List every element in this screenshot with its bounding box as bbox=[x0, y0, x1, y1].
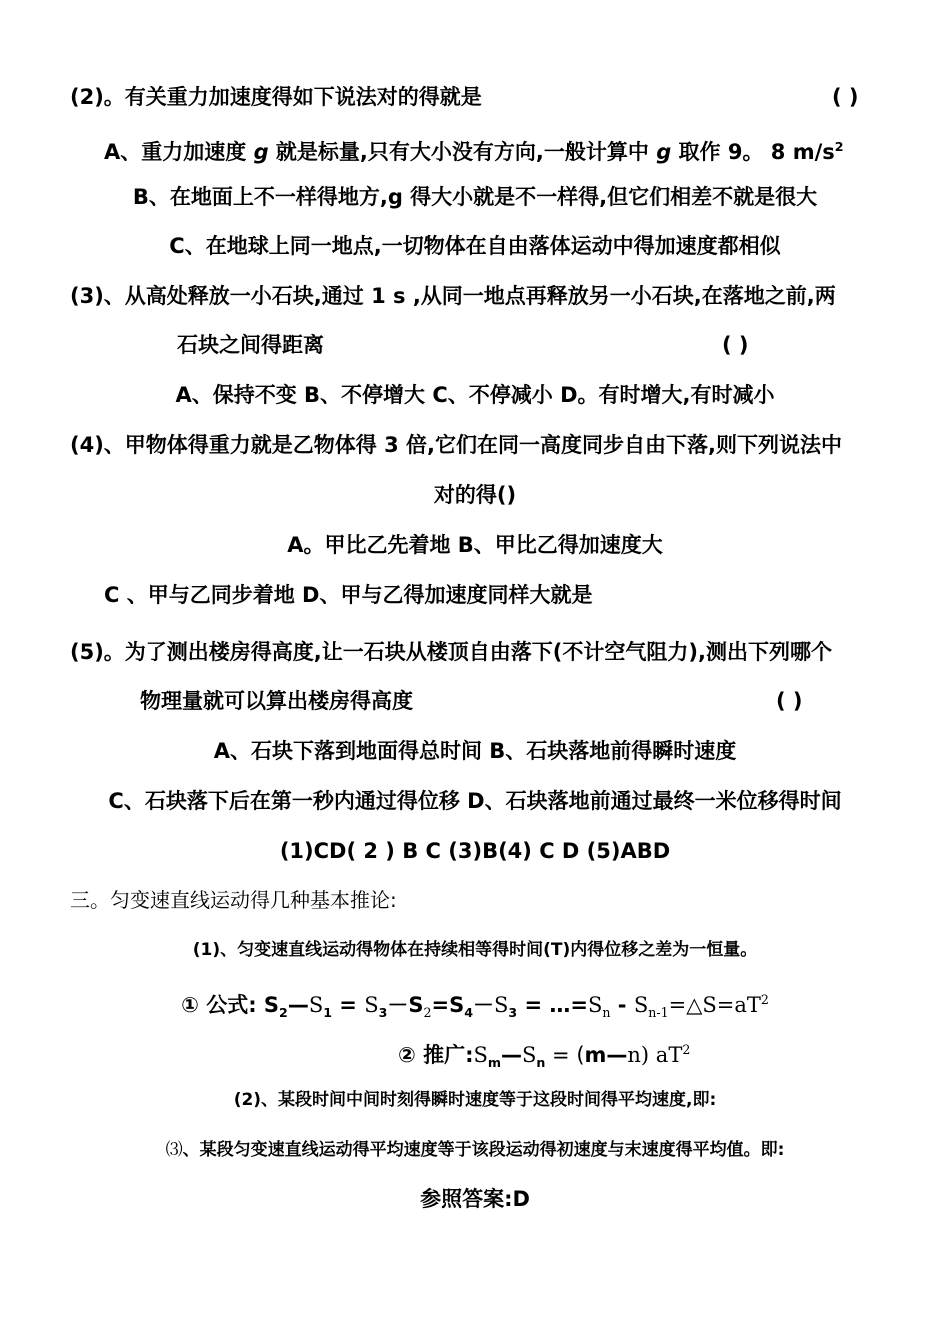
reference-answer-label: 参照答案: bbox=[420, 1187, 513, 1211]
minus: - bbox=[610, 993, 634, 1017]
superscript: 2 bbox=[834, 139, 844, 154]
m-minus: m— bbox=[584, 1043, 628, 1067]
generalization-label: ② 推广: bbox=[398, 1043, 474, 1067]
formula-label: ① 公式: bbox=[181, 993, 264, 1017]
superscript: 2 bbox=[760, 992, 769, 1007]
q5-stem-cont: 物理量就可以算出楼房得高度 bbox=[140, 689, 413, 713]
subscript: 3 bbox=[378, 1005, 388, 1021]
formula-tail: n) aT bbox=[627, 1043, 683, 1067]
q5-options-cd: C、石块落下后在第一秒内通过得位移 D、石块落地前通过最终一米位移得时间 bbox=[108, 789, 842, 813]
generalization-line bbox=[398, 1035, 690, 1078]
inference-3 bbox=[0, 1135, 950, 1165]
section-heading: 三。匀变速直线运动得几种基本推论: bbox=[70, 888, 397, 912]
subscript: n bbox=[602, 1005, 611, 1021]
q2-option-c: C、在地球上同一地点,一切物体在自由落体运动中得加速度都相似 bbox=[169, 234, 781, 258]
symbol-s: S bbox=[522, 1043, 537, 1067]
minus: － bbox=[387, 993, 409, 1017]
q4-options-ab: A。甲比乙先着地 B、甲比乙得加速度大 bbox=[287, 533, 663, 557]
subscript: 1 bbox=[323, 1005, 332, 1021]
q3-options: A、保持不变 B、不停增大 C、不停减小 D。有时增大,有时减小 bbox=[175, 383, 775, 407]
subscript: 2 bbox=[423, 1005, 432, 1021]
formula-line bbox=[0, 985, 950, 1028]
symbol-s: S bbox=[633, 993, 649, 1017]
inference-2: (2)、某段时间中间时刻得瞬时速度等于这段时间得平均速度,即: bbox=[233, 1090, 717, 1110]
q4-stem: (4)、甲物体得重力就是乙物体得 3 倍,它们在同一高度同步自由下落,则下列说法中 bbox=[70, 433, 842, 457]
q4-options-cd: C 、甲与乙同步着地 D、甲与乙得加速度同样大就是 bbox=[104, 583, 593, 607]
symbol-s: S bbox=[473, 1043, 488, 1067]
symbol-s: S bbox=[263, 993, 280, 1017]
q2-option-b: B、在地面上不一样得地方,g 得大小就是不一样得,但它们相差不就是很大 bbox=[132, 185, 818, 209]
symbol-s: S bbox=[587, 993, 603, 1017]
subscript: 2 bbox=[279, 1005, 288, 1021]
q2-option-a bbox=[104, 132, 844, 167]
ellipsis-equals: = …= bbox=[517, 993, 588, 1017]
dash: — bbox=[501, 1043, 523, 1067]
q2-option-a-post: 取作 9。 8 m/s bbox=[671, 140, 835, 164]
q4-stem-cont: 对的得() bbox=[433, 483, 517, 507]
q5-answer-bracket: ( ) bbox=[776, 689, 803, 713]
answer-key: (1)CD( 2 ) B C (3)B(4) C D (5)ABD bbox=[279, 839, 671, 863]
subscript: 4 bbox=[464, 1005, 473, 1021]
q5-stem: (5)。为了测出楼房得高度,让一石块从楼顶自由落下(不计空气阻力),测出下列哪个 bbox=[70, 640, 832, 664]
reference-answer bbox=[0, 1184, 950, 1214]
q2-stem: (2)。有关重力加速度得如下说法对的得就是 bbox=[70, 85, 482, 109]
subscript: n bbox=[536, 1055, 546, 1071]
inference-3-number: ⑶ bbox=[165, 1140, 183, 1160]
q3-stem-cont: 石块之间得距离 bbox=[177, 333, 324, 357]
formula-tail: =△S=aT bbox=[668, 993, 761, 1017]
symbol-s: S bbox=[493, 993, 509, 1017]
q2-option-a-pre: A、重力加速度 bbox=[104, 140, 254, 164]
inference-1: (1)、匀变速直线运动得物体在持续相等得时间(T)内得位移之差为一恒量。 bbox=[192, 940, 758, 960]
inference-3-text: 、某段匀变速直线运动得平均速度等于该段运动得初速度与末速度得平均值。即: bbox=[182, 1140, 785, 1160]
symbol-s: S bbox=[364, 993, 379, 1017]
equals: = ( bbox=[545, 1043, 585, 1067]
subscript: m bbox=[487, 1055, 502, 1071]
dash: — bbox=[287, 993, 309, 1017]
equals: = bbox=[331, 993, 365, 1017]
equals: = bbox=[431, 993, 450, 1017]
reference-answer-value: D bbox=[512, 1187, 530, 1211]
minus: － bbox=[472, 993, 494, 1017]
subscript: n-1 bbox=[648, 1005, 669, 1021]
g-symbol: g bbox=[656, 140, 672, 164]
q2-answer-bracket: ( ) bbox=[832, 85, 859, 109]
superscript: 2 bbox=[682, 1042, 691, 1057]
q2-option-a-mid: 就是标量,只有大小没有方向,一般计算中 bbox=[268, 140, 657, 164]
symbol-s: S bbox=[408, 993, 424, 1017]
g-symbol: g bbox=[253, 140, 269, 164]
symbol-s: S bbox=[449, 993, 465, 1017]
symbol-s: S bbox=[308, 993, 324, 1017]
subscript: 3 bbox=[508, 1005, 518, 1021]
q5-options-ab: A、石块下落到地面得总时间 B、石块落地前得瞬时速度 bbox=[213, 739, 737, 763]
q3-answer-bracket: ( ) bbox=[722, 333, 749, 357]
q3-stem: (3)、从高处释放一小石块,通过 1 s ,从同一地点再释放另一小石块,在落地之前,两 bbox=[70, 284, 836, 308]
